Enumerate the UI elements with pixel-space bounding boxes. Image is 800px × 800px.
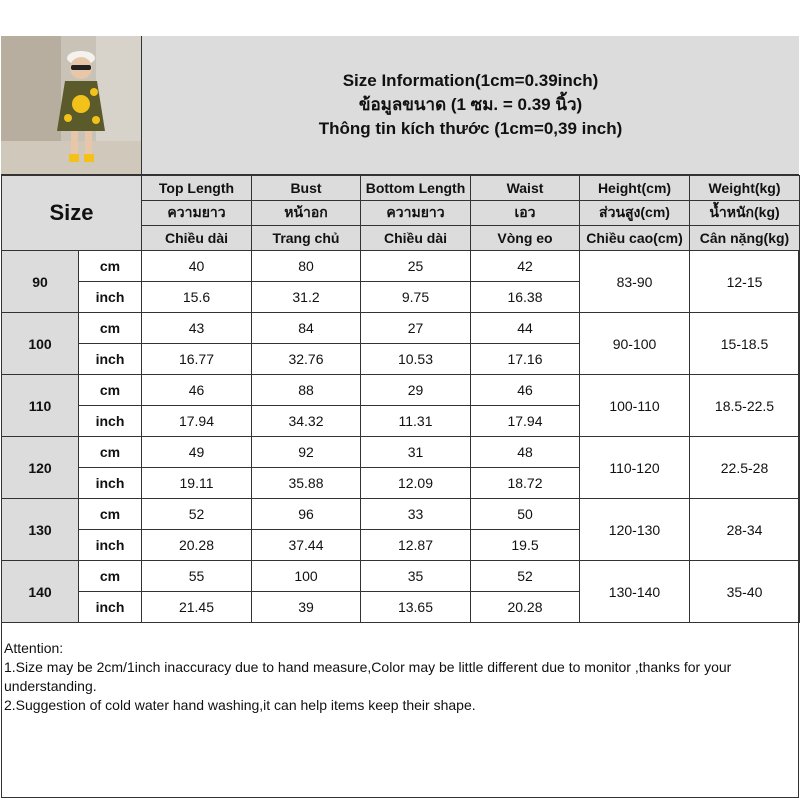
col-header-en: Top Length xyxy=(142,176,252,201)
cell: 20.28 xyxy=(471,592,580,623)
cell: 10.53 xyxy=(361,344,471,375)
attention-line-2: 2.Suggestion of cold water hand washing,it can help items keep their shape. xyxy=(4,697,476,713)
cell: 13.65 xyxy=(361,592,471,623)
attention-notes xyxy=(4,639,794,715)
cell: 18.72 xyxy=(471,468,580,499)
header-line-en: Size Information(1cm=0.39inch) xyxy=(342,71,599,90)
cell: 48 xyxy=(471,437,580,468)
col-header-vi: Chiều dài xyxy=(361,226,471,251)
cell: 35.88 xyxy=(252,468,361,499)
weight-range: 12-15 xyxy=(690,251,800,313)
cell: 42 xyxy=(471,251,580,282)
col-header-en: Waist xyxy=(471,176,580,201)
col-header-th: เอว xyxy=(471,201,580,226)
table-row xyxy=(2,437,800,468)
cell: 84 xyxy=(252,313,361,344)
cell: 19.11 xyxy=(142,468,252,499)
col-header-vi: Chiều dài xyxy=(142,226,252,251)
unit-label: inch xyxy=(79,468,142,499)
cell: 33 xyxy=(361,499,471,530)
header-line-th: ข้อมูลขนาด (1 ซม. = 0.39 นิ้ว) xyxy=(358,95,583,114)
cell: 37.44 xyxy=(252,530,361,561)
cell: 21.45 xyxy=(142,592,252,623)
unit-label: inch xyxy=(79,592,142,623)
cell: 12.87 xyxy=(361,530,471,561)
cell: 17.16 xyxy=(471,344,580,375)
size-table xyxy=(1,175,800,623)
unit-label: cm xyxy=(79,313,142,344)
cell: 43 xyxy=(142,313,252,344)
size-value: 90 xyxy=(2,251,79,313)
cell: 39 xyxy=(252,592,361,623)
col-header-en: Weight(kg) xyxy=(690,176,800,201)
height-range: 110-120 xyxy=(580,437,690,499)
cell: 88 xyxy=(252,375,361,406)
cell: 50 xyxy=(471,499,580,530)
cell: 96 xyxy=(252,499,361,530)
header-line-vi: Thông tin kích thước (1cm=0,39 inch) xyxy=(318,119,623,138)
cell: 55 xyxy=(142,561,252,592)
unit-label: inch xyxy=(79,406,142,437)
unit-label: inch xyxy=(79,530,142,561)
attention-line-1: 1.Size may be 2cm/1inch inaccuracy due to hand measure,Color may be little different due to monitor ,thanks for your understanding. xyxy=(4,659,732,694)
cell: 35 xyxy=(361,561,471,592)
col-header-en: Height(cm) xyxy=(580,176,690,201)
unit-label: cm xyxy=(79,375,142,406)
col-header-th: น้ำหนัก(kg) xyxy=(690,201,800,226)
cell: 12.09 xyxy=(361,468,471,499)
size-value: 100 xyxy=(2,313,79,375)
cell: 25 xyxy=(361,251,471,282)
cell: 17.94 xyxy=(471,406,580,437)
unit-label: inch xyxy=(79,282,142,313)
col-header-vi: Cân nặng(kg) xyxy=(690,226,800,251)
height-range: 100-110 xyxy=(580,375,690,437)
size-header: Size xyxy=(2,176,142,251)
col-header-vi: Trang chủ xyxy=(252,226,361,251)
unit-label: cm xyxy=(79,437,142,468)
cell: 27 xyxy=(361,313,471,344)
cell: 15.6 xyxy=(142,282,252,313)
weight-range: 22.5-28 xyxy=(690,437,800,499)
table-row xyxy=(2,251,800,282)
weight-range: 35-40 xyxy=(690,561,800,623)
cell: 52 xyxy=(471,561,580,592)
table-row xyxy=(2,499,800,530)
height-range: 83-90 xyxy=(580,251,690,313)
size-info-header xyxy=(142,36,799,175)
cell: 31.2 xyxy=(252,282,361,313)
cell: 19.5 xyxy=(471,530,580,561)
unit-label: inch xyxy=(79,344,142,375)
cell: 29 xyxy=(361,375,471,406)
cell: 34.32 xyxy=(252,406,361,437)
cell: 92 xyxy=(252,437,361,468)
cell: 80 xyxy=(252,251,361,282)
col-header-th: หน้าอก xyxy=(252,201,361,226)
cell: 17.94 xyxy=(142,406,252,437)
size-value: 110 xyxy=(2,375,79,437)
height-range: 120-130 xyxy=(580,499,690,561)
col-header-en: Bottom Length xyxy=(361,176,471,201)
cell: 100 xyxy=(252,561,361,592)
cell: 32.76 xyxy=(252,344,361,375)
cell: 20.28 xyxy=(142,530,252,561)
table-row xyxy=(2,313,800,344)
product-photo xyxy=(1,36,142,175)
height-range: 90-100 xyxy=(580,313,690,375)
col-header-th: ส่วนสูง(cm) xyxy=(580,201,690,226)
col-header-th: ความยาว xyxy=(361,201,471,226)
cell: 16.77 xyxy=(142,344,252,375)
cell: 49 xyxy=(142,437,252,468)
cell: 44 xyxy=(471,313,580,344)
col-header-vi: Vòng eo xyxy=(471,226,580,251)
unit-label: cm xyxy=(79,561,142,592)
attention-title: Attention: xyxy=(4,640,64,656)
size-value: 140 xyxy=(2,561,79,623)
cell: 31 xyxy=(361,437,471,468)
weight-range: 15-18.5 xyxy=(690,313,800,375)
col-header-en: Bust xyxy=(252,176,361,201)
table-row xyxy=(2,561,800,592)
cell: 40 xyxy=(142,251,252,282)
unit-label: cm xyxy=(79,251,142,282)
height-range: 130-140 xyxy=(580,561,690,623)
weight-range: 28-34 xyxy=(690,499,800,561)
cell: 11.31 xyxy=(361,406,471,437)
cell: 46 xyxy=(471,375,580,406)
unit-label: cm xyxy=(79,499,142,530)
col-header-vi: Chiều cao(cm) xyxy=(580,226,690,251)
weight-range: 18.5-22.5 xyxy=(690,375,800,437)
cell: 52 xyxy=(142,499,252,530)
table-row xyxy=(2,375,800,406)
col-header-th: ความยาว xyxy=(142,201,252,226)
size-value: 130 xyxy=(2,499,79,561)
cell: 16.38 xyxy=(471,282,580,313)
cell: 46 xyxy=(142,375,252,406)
cell: 9.75 xyxy=(361,282,471,313)
size-value: 120 xyxy=(2,437,79,499)
